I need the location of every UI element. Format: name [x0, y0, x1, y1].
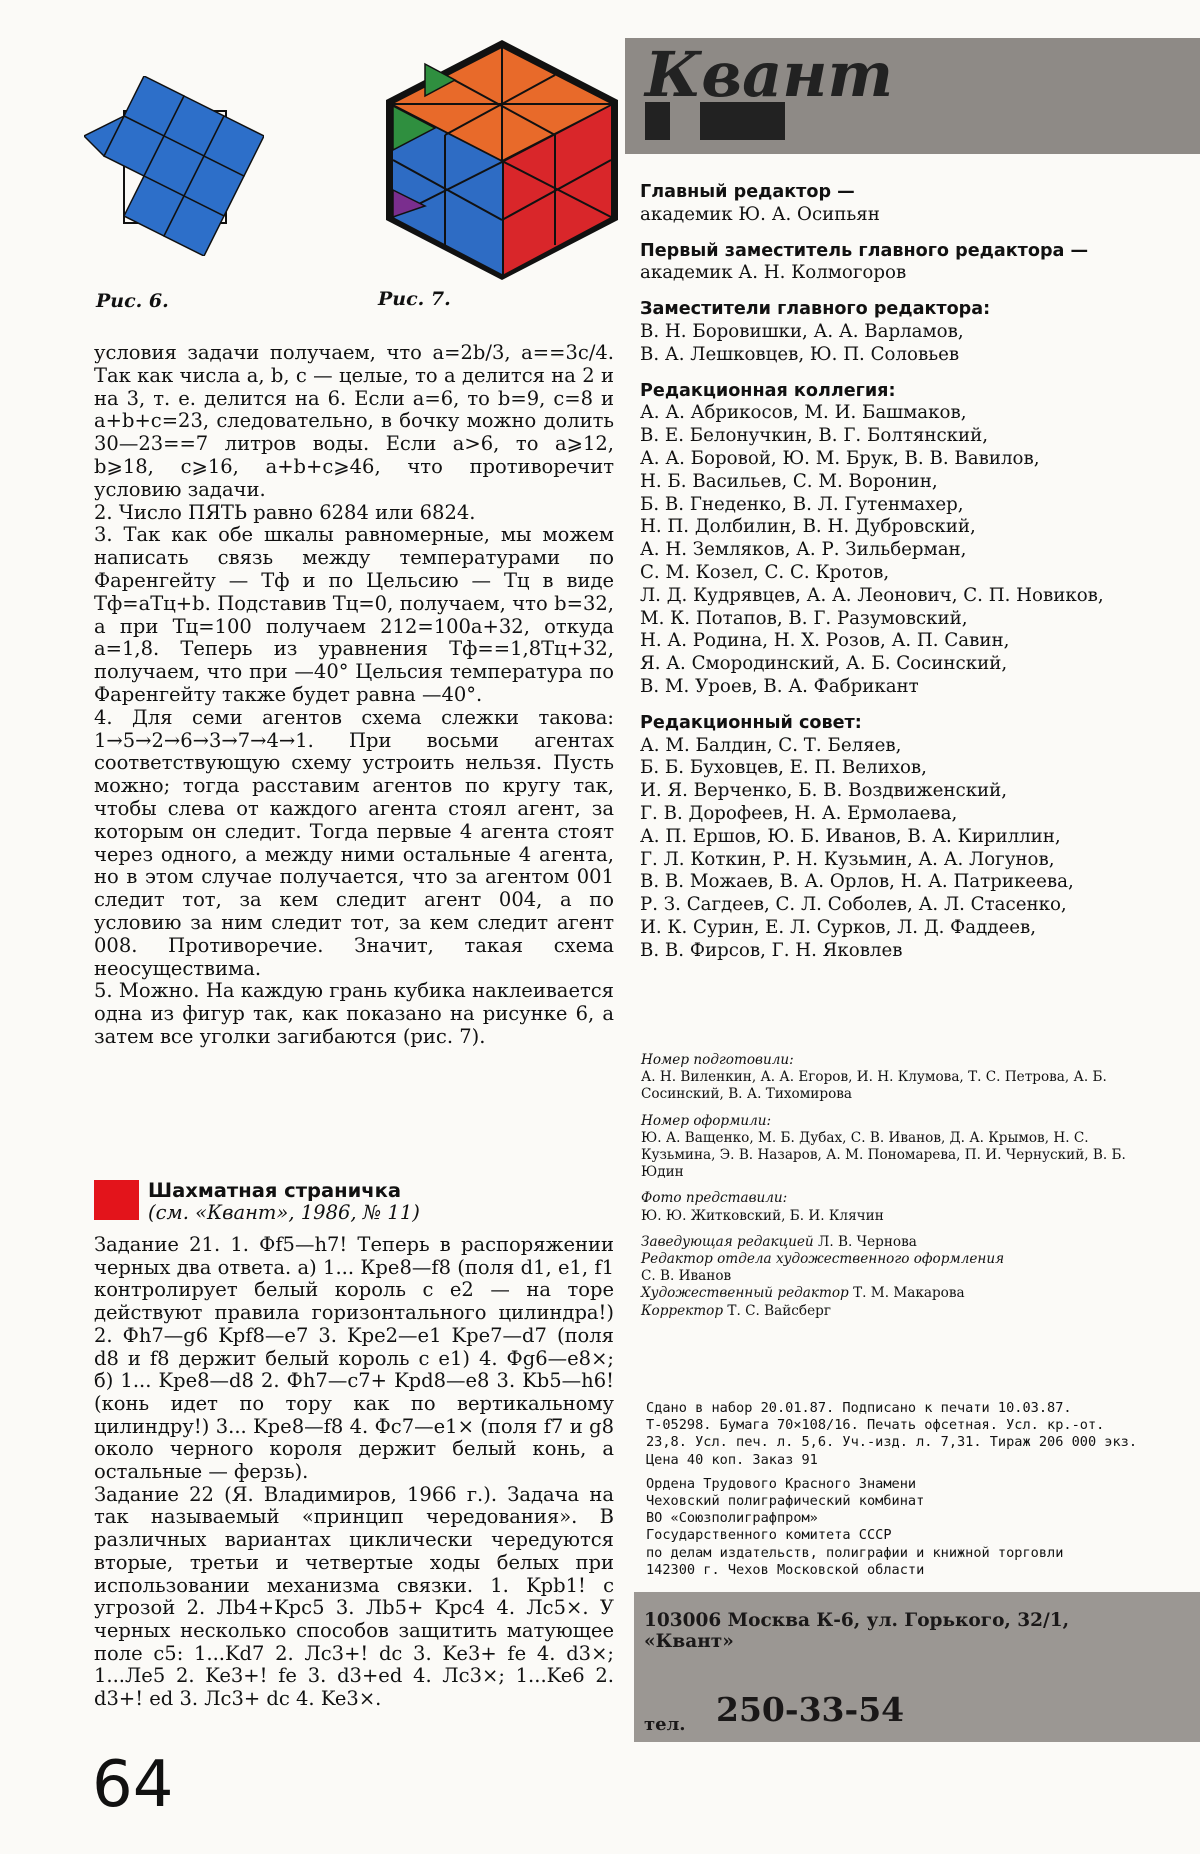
figure-6-cross-net: [84, 76, 264, 256]
first-deputy-title: Первый заместитель главного редактора —: [640, 240, 1089, 261]
printer-line: 142300 г. Чехов Московской области: [646, 1561, 925, 1578]
editorial-board: [640, 181, 1160, 976]
address-street: 103006 Москва К-6, ул. Горького, 32/1,: [644, 1610, 1070, 1631]
corrector-label: Корректор: [641, 1302, 724, 1319]
chess-paragraph: Задание 22 (Я. Владимиров, 1966 г.). Задача на так называемый «принцип чередования». В различных вариантах циклически чередуются вторые, третьи и четвертые ходы белых при использовании механизма связки. 1. Kpb1! с угрозой 2. Лb4+Kpc5 3. Лb5+ Kpc4 4. Лc5×. У черных несколько способов защитить матующее поле c5: 1...Kd7 2. Лc3+! dc 3. Ke3+ fe 4. d3×; 1...Лe5 2. Ke3+! fe 3. d3+ed 4. Лc3×; 1...Ke6 2. d3+! ed 3. Лc3+ dc 4. Ke3×.: [94, 1482, 614, 1711]
chief-editor-title: Главный редактор —: [640, 182, 855, 202]
figure-7-folded-cube: [385, 40, 620, 280]
issue-credits: [641, 1052, 1161, 1329]
phone-label: тел.: [644, 1714, 686, 1735]
deputies-line: В. Н. Боровишки, А. А. Варламов,: [640, 320, 964, 342]
deputies-title: Заместители главного редактора:: [640, 299, 991, 320]
chess-solutions: [94, 1234, 614, 1711]
head-label: Заведующая редакцией: [641, 1233, 814, 1250]
chief-editor-name: академик Ю. А. Осипьян: [640, 203, 880, 225]
red-square-marker: [94, 1180, 139, 1220]
corrector-name: Т. С. Вайсберг: [727, 1302, 831, 1319]
phone-number: 250-33-54: [716, 1690, 905, 1729]
prepared-names: А. Н. Виленкин, А. А. Егоров, И. Н. Клумова, Т. С. Петрова, А. Б. Сосинский, В. А. Тихомирова: [641, 1069, 1107, 1103]
council-line: А. П. Ершов, Ю. Б. Иванов, В. А. Кириллин,: [640, 825, 1061, 847]
board-title: Редакционная коллегия:: [640, 380, 896, 401]
deputies-line: В. А. Лешковцев, Ю. П. Соловьев: [640, 343, 960, 365]
designed-names: Ю. А. Ващенко, М. Б. Дубах, С. В. Иванов, Д. А. Крымов, Н. С. Кузьмина, Э. В. Назаров, А. М. Пономарева, П. И. Чернуский, В. Б. Юдин: [641, 1129, 1126, 1181]
answer-paragraph: 5. Можно. На каждую грань кубика наклеивается одна из фигур так, как показано на рисунке 6, а затем все уголки загибаются (рис. 7).: [94, 979, 614, 1048]
council-line: Р. З. Сагдеев, С. Л. Соболев, А. Л. Стасенко,: [640, 894, 1067, 916]
board-line: В. М. Уроев, В. А. Фабрикант: [640, 675, 919, 697]
board-line: М. К. Потапов, В. Г. Разумовский,: [640, 607, 968, 629]
council-line: В. В. Можаев, В. А. Орлов, Н. А. Патрикеева,: [640, 871, 1074, 893]
council-title: Редакционный совет:: [640, 712, 862, 733]
board-line: Н. Б. Васильев, С. М. Воронин,: [640, 470, 938, 492]
board-line: А. А. Абрикосов, М. И. Башмаков,: [640, 402, 967, 424]
printer-line: ВО «Союзполиграфпром»: [646, 1510, 818, 1527]
printer-line: Чеховский полиграфический комбинат: [646, 1493, 925, 1510]
address-box: [634, 1592, 1200, 1742]
board-line: С. М. Козел, С. С. Кротов,: [640, 561, 890, 583]
council-line: Б. Б. Буховцев, Е. П. Велихов,: [640, 757, 927, 779]
address-recipient: «Квант»: [644, 1631, 734, 1652]
photo-names: Ю. Ю. Житковский, Б. И. Клячин: [641, 1207, 884, 1224]
art-dept-name: С. В. Иванов: [641, 1268, 732, 1285]
printer-line: по делам издательств, полиграфии и книжной торговли: [646, 1544, 1064, 1561]
figure-7-caption: Рис. 7.: [378, 288, 451, 310]
imprint: [646, 1400, 1161, 1586]
answer-paragraph: 2. Число ПЯТЬ равно 6284 или 6824.: [94, 500, 476, 524]
page-number: 64: [92, 1748, 174, 1822]
kvant-logo: [625, 38, 1200, 154]
board-line: В. Е. Белонучкин, В. Г. Болтянский,: [640, 425, 989, 447]
first-deputy-name: академик А. Н. Колмогоров: [640, 262, 907, 284]
answers-text: [94, 342, 614, 1049]
art-editor-name: Т. М. Макарова: [853, 1285, 965, 1302]
imprint-line: Т-05298. Бумага 70×108/16. Печать офсетная. Усл. кр.-от.: [646, 1417, 1105, 1434]
answer-paragraph: условия задачи получаем, что a=2b/3, a==3c/4. Так как числа a, b, c — целые, то a делится на 2 и на 3, т. е. делится на 6. Если a=6, то b=9, c=8 и a+b+c=23, следовательно, в бочку можно долить 30—23==7 литров воды. Если a>6, то a⩾12, b⩾18, c⩾16, a+b+c⩾46, что противоречит условию задачи.: [94, 341, 614, 501]
board-line: Л. Д. Кудрявцев, А. А. Леонович, С. П. Новиков,: [640, 584, 1104, 606]
kvant-logo-text: Квант: [645, 38, 894, 111]
imprint-line: Сдано в набор 20.01.87. Подписано к печати 10.03.87.: [646, 1400, 1072, 1416]
head-name: Л. В. Чернова: [818, 1233, 917, 1250]
council-line: И. Я. Верченко, Б. В. Воздвиженский,: [640, 780, 1008, 802]
board-line: А. А. Боровой, Ю. М. Брук, В. В. Вавилов,: [640, 447, 1040, 469]
board-line: Я. А. Смородинский, А. Б. Сосинский,: [640, 653, 1008, 675]
designed-label: Номер оформили:: [641, 1112, 772, 1129]
kvant-logo-banner: [625, 38, 1200, 154]
printer-line: Ордена Трудового Красного Знамени: [646, 1475, 917, 1492]
address-line: [644, 1610, 1164, 1652]
art-dept-label: Редактор отдела художественного оформления: [641, 1251, 1005, 1268]
imprint-line: 23,8. Усл. печ. л. 5,6. Уч.-изд. л. 7,31. Тираж 206 000 экз.: [646, 1434, 1138, 1451]
prepared-label: Номер подготовили:: [641, 1052, 794, 1068]
figure-6-caption: Рис. 6.: [96, 290, 169, 312]
chess-section-title: Шахматная страничка: [148, 1179, 402, 1202]
council-line: И. К. Сурин, Е. Л. Сурков, Л. Д. Фаддеев,: [640, 916, 1037, 938]
answer-paragraph: 3. Так как обе шкалы равномерные, мы можем написать связь между температурами по Фаренгейту — Tф и по Цельсию — Tц в виде Tф=aTц+b. Подставив Tц=0, получаем, что b=32, а при Tц=100 получаем 212=100a+32, откуда a=1,8. Теперь из уравнения Tф==1,8Tц+32, получаем, что при —40° Цельсия температура по Фаренгейту также будет равна —40°.: [94, 523, 614, 706]
board-line: Н. П. Долбилин, В. Н. Дубровский,: [640, 516, 976, 538]
board-line: Б. В. Гнеденко, В. Л. Гутенмахер,: [640, 493, 964, 515]
photo-label: Фото представили:: [641, 1190, 788, 1207]
imprint-line: Цена 40 коп. Заказ 91: [646, 1451, 818, 1468]
council-line: А. М. Балдин, С. Т. Беляев,: [640, 734, 902, 756]
printer-line: Государственного комитета СССР: [646, 1527, 892, 1544]
board-line: Н. А. Родина, Н. Х. Розов, А. П. Савин,: [640, 630, 1010, 652]
answer-paragraph: 4. Для семи агентов схема слежки такова: 1→5→2→6→3→7→4→1. При восьми агентах соответствующую схему устроить нельзя. Пусть можно; тогда расставим агентов по кругу так, чтобы слева от каждого агента стоял агент, за которым он следит. Тогда первые 4 агента стоят через одного, а между ними остальные 4 агента, но в этом случае получается, что за агентом 001 следит тот, за кем следит агент 004, а по условию за ним следит тот, за кем следит агент 008. Противоречие. Значит, такая схема неосуществима.: [94, 705, 614, 980]
chess-paragraph: Задание 21. 1. Фf5—h7! Теперь в распоряжении черных два ответа. а) 1... Крe8—f8 (поля d1, e1, f1 контролирует белый король с e2 — на торе действуют правила горизонтального цилиндра!) 2. Фh7—g6 Kpf8—e7 3. Kpe2—e1 Kpe7—d7 (поля d8 и f8 держит белый король с e1) 4. Фg6—e8×; б) 1... Kpe8—d8 2. Фh7—c7+ Kpd8—e8 3. Kb5—h6! (конь идет по тору как по вертикальному цилиндру!) 3... Kpe8—f8 4. Фc7—e1× (поля f7 и g8 около черного короля держит белый конь, а остальные — ферзь).: [94, 1233, 614, 1484]
board-line: А. Н. Земляков, А. Р. Зильберман,: [640, 539, 967, 561]
council-line: В. В. Фирсов, Г. Н. Яковлев: [640, 939, 903, 961]
council-line: Г. В. Дорофеев, Н. А. Ермолаева,: [640, 802, 958, 824]
art-editor-label: Художественный редактор: [641, 1285, 849, 1302]
chess-section-subtitle: (см. «Квант», 1986, № 11): [148, 1201, 420, 1224]
council-line: Г. Л. Коткин, Р. Н. Кузьмин, А. А. Логунов,: [640, 848, 1055, 870]
